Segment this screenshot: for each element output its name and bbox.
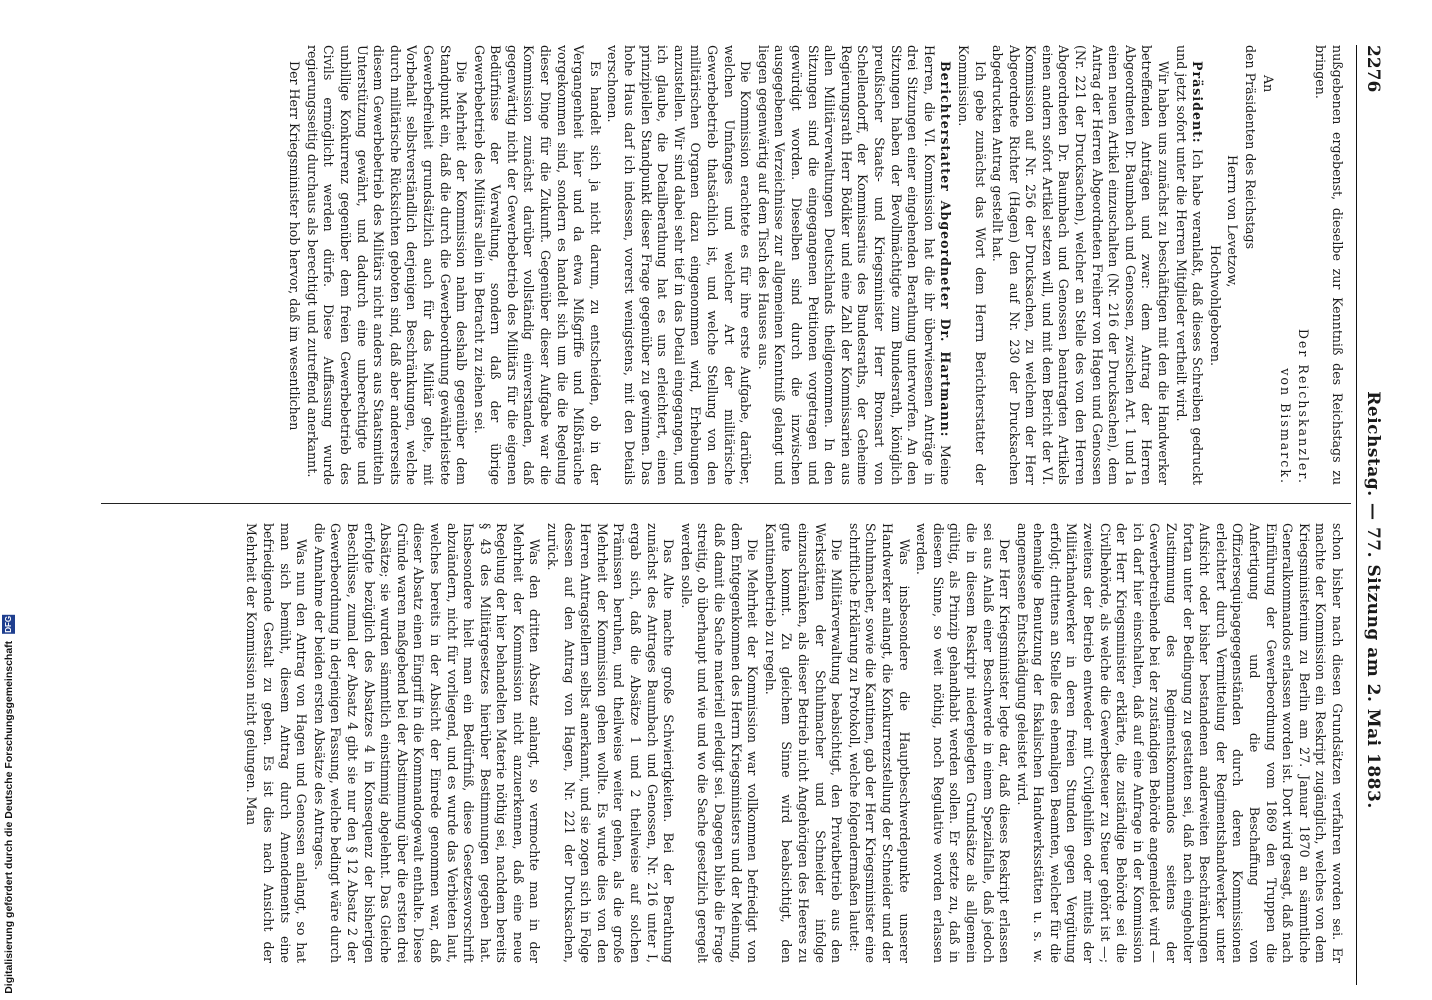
quoted-paragraph: Die Militärverwaltung beabsichtigt, den Privatbetrieb aus den Werkstätten der Schuhmacher und Schneider infolge einzuschränken, als dieser Betrieb nicht Angehörigen des Heeres zu gute kommt. Zu gleichem Sinne wird beabsichtigt, den Kantinenbetrieb zu regeln. (762, 523, 845, 963)
paragraph: Was den dritten Absatz anlangt, so vermochte man in der Mehrheit der Kommission nicht anzuerkennen, daß eine neue Regelung der hier behandelten Materie nöthig sei, nachdem bereits § 43 des Militärgesetzes hierüber Bestimmungen gegeben hat. Insbesondere hielt man ein Bedürfniß, diese Gesetzesvorschrift abzuändern, nicht für vorliegend, und es wurde das Verbieten laut, welches bereits in der Absicht der Einrede genommen war, daß dieser Absatz einen Eingriff in die Kommandogewalt enthalte. Diese Gründe waren maßgebend bei der Abstimmung über die ersten drei Absätze; sie wurden sämmtlich einstimmig abgelehnt. Das Gleiche erfolgte bezüglich des Absatzes 4 in Konsequenz der bisherigen Beschlüsse, zumal der Absatz 4 gibt sie nur den § 12 Absatz 2 der Gewerbeordnung in derjenigen Fassung, welche bedingt wäre durch die Annahme der beiden ersten Absätze des Antrages. (311, 523, 543, 963)
digitization-note (2, 615, 15, 994)
paragraph: Wir haben uns zunächst zu beschäftigen mit den die Handwerker betreffenden Anträgen und zwar: dem Antrag der Herren Abgeordneten Dr. Baumbach und Genossen, zwischen Art. 1 und 1a einen neuen Artikel einzuschalten (Nr. 216 der Drucksachen), dem Antrag der Herren Abgeordneten Freiherr von Hagen und Genossen (Nr. 221 der Drucksachen), welcher an Stelle des von den Herren Abgeordneten Dr. Baumbach und Genossen beantragten Artikels einen andern sofort Artikel setzen will, und mit dem Bericht der VI. Kommission auf Nr. 256 der Drucksachen, zu welchem der Herr Abgeordnete Richter (Hagen) den auf Nr. 230 der Drucksachen abgedruckten Antrag gestellt hat. (990, 45, 1172, 485)
dfg-logo: DFG (4, 616, 13, 634)
paragraph: Der Herr Kriegsminister hob hervor, daß im wesentlichen (287, 61, 303, 431)
speaker-label: Berichterstatter Abgeordneter Dr. Hartmann: (938, 61, 954, 438)
addressee-line: Herrn von Levetzow, (1225, 155, 1241, 288)
rotated-page-content (95, 45, 1385, 985)
page-header (1356, 45, 1385, 985)
speech-text: Ich habe veranlaßt, daß dieses Schreiben gedruckt und jetzt sofort unter die Herren Mitglieder vertheilt wird. (1173, 45, 1206, 485)
left-column (105, 45, 1345, 485)
paragraph: Es handelt sich ja nicht darum, zu entscheiden, ob in der Vergangenheit hier und da etwa Mißgriffe und Mißbräuche vorgekommen sind, sondern es handelt sich um die die Regelung dieser Dinge für die Zukunft. Gegenüber dieser Aufgabe war die Kommission zunächst darüber vollständig einverstanden, daß gegenwärtig nicht der Gewerbebetrieb des Militärs für die eigenen Bedürfnisse der Verwaltung, sondern daß der übrige Gewerbebetrieb des Militärs allein in Betracht zu ziehen sei. (471, 45, 603, 485)
paragraph: Was insbesondere die Hauptbeschwerdepunkte unserer Handwerker anlangt, die Konkurrenzstellung der Schneider und der Schuhmacher, sowie die Kantinen, gab der Herr Kriegsminister eine schriftliche Erklärung zu Protokoll, welche folgendermaßen lautet: (846, 523, 912, 963)
paragraph: Die Mehrheit der Kommission war vollkommen befriedigt von dem Entgegenkommen des Herrn Kriegsministers und der Meinung, daß damit die Sache materiell erledigt sei. Dagegen blieb die Frage streitig, ob überhaupt und wie und wo die Sache gesetzlich geregelt werden solle. (678, 523, 761, 963)
paragraph: Die Kommission erachtete es für ihre erste Aufgabe, darüber, welchen Umfanges und welcher Art der militärische Gewerbebetrieb thatsächlich ist, und welche Stellung von den militärischen Organen dazu eingenommen wird, Erhebungen anzustellen. Wir sind dabei sehr tief in das Detail eingegangen, und ich glaube, die Detailberathung hat es uns erleichtert, einen prinzipiellen Standpunkt dieser Frage gegenüber zu gewinnen. Das hohe Haus darf ich indessen, vorerst wenigstens, mit den Details verschonen. (605, 45, 754, 485)
speech-text: Meine Herren, die VI. Kommission hat die ihr überwiesenen Anträge in drei Sitzungen einer eingehenden Berathung unterworfen. An den Sitzungen haben der Bevollmächtigte zum Bundesrath, königlich preußischer Staats- und Kriegsminister Herr Bronsart von Schellendorff, der Kommissarius des Bundesraths, der Geheime Regierungsrath Herr Bödiker und eine Zahl der Kommissarien aus allen Militärverwaltungen Deutschlands theilgenommen. In den Sitzungen sind die eingegangenen Petitionen vorgetragen und gewürdigt worden. Dieselben sind durch die inzwischen ausgegebenen Verzeichnisse zur allgemeinen Kenntniß gelangt und liegen gegenwärtig auf dem Tisch des Hauses aus. (755, 45, 954, 485)
column-divider (101, 503, 1351, 504)
paragraph: schon bisher nach diesen Grundsätzen verfahren worden sei. Er machte der Kommission ein Reskript zugänglich, welches von dem Kriegsministerium zu Berlin am 27. Januar 1870 an sämmtliche Generalkommandos erlassen worden ist. Dort wird gesagt, daß nach Einführung der Gewerbeordnung vom 1869 den Truppen die Anfertigung und die Beschaffung von Offiziersequipagegegenständen durch deren Kommissionen erleichtert durch Vermittelung der Regimentshandwerker unter Aufsicht oder bisher bestandenen anderweiten Beschränkungen fortan unter der Bedingung zu gestatten sei, daß nach eingeholter Zustimmung des Regimentskommandos seitens der Gewerbetreibende bei der zuständigen Behörde angemeldet wird — ich darf hier einschalten, daß auf eine Anfrage in der Kommission der Herr Kriegsminister erklärte, die zuständige Behörde sei die Civilbehörde, als welche die Gewerbesteuer zu Steuer gehört ist —; zweitens der Betrieb entweder mit Civilgehilfen oder mittels der Militärhandwerker in deren freien Stunden gegen Vergütung erfolgt; drittens an Stelle des ehemaligen Beamten, welcher für die ehemalige Benutzung der fiskalischen Handwerksstätten u. s. w. angemessene Entschädigung geleistet wird. (1014, 523, 1345, 963)
paragraph (1172, 45, 1205, 485)
digitization-text: Digitalisierung gefördert durch die Deutsche Forschungsgemeinschaft (3, 641, 15, 994)
right-column (105, 523, 1345, 963)
page-number: 2276 (1363, 45, 1383, 93)
paragraph: nußgebenen ergebenst, dieselbe zur Kenntniß des Reichstags zu bringen. (1313, 45, 1345, 485)
paragraph (754, 45, 953, 485)
addressee-line: den Präsidenten des Reichstags (1243, 45, 1259, 250)
running-title: Reichstag. — 77. Sitzung am 2. Mai 1883. (1363, 391, 1383, 809)
speaker-label: Präsident: (1190, 61, 1206, 144)
paragraph: Die Mehrheit der Kommission nahm deshalb gegenüber dem Standpunkt ein, daß die durch die Gewerbeordnung gewährleistete Gewerbefreiheit grundsätzlich auch für das Militär gelte, mit Vorbehalt selbstverständlich derjenigen Beschränkungen, welche durch militärische Rücksichten geboten sind, daß aber andererseits diesem Gewerbebetrieb des Militärs nicht anders aus Staatsmitteln Unterstützung gewährt, und dadurch eine unberechtigte und unbillige Konkurrenz gegenüber dem freien Gewerbebetrieb des Civils ermöglicht werden dürfe. Diese Auffassung wurde regierungsseitig durchaus als berechtigt und zutreffend anerkannt. (304, 45, 470, 485)
paragraph: Das Alte machte große Schwierigkeiten. Bei der Berathung zunächst des Antrages Baumbach und Genossen, Nr. 216 unter I, ergab sich, daß die Absätze 1 und 2 theilweise auf solchen Prämissen beruhen, und theilweise weiter gehen, als die große Mehrheit der Kommission gehen wollte. Es wurde dies von den Herren Antragstellern selbst anerkannt, und sie zogen sich in Folge dessen auf den Antrag von Hagen, Nr. 221 der Drucksachen, zurück. (545, 523, 677, 963)
signoff-name: von Bismarck. (1278, 368, 1294, 485)
paragraph: Was nun den Antrag von Hagen und Genossen anlangt, so hat man sich bemüht, diesem Antrag durch Amendements eine befriedigende Gestalt zu geben. Es ist dies nach Ansicht der Mehrheit der Kommission nicht gelungen. Man (244, 523, 310, 963)
signoff-role: Der Reichskanzler. (1295, 328, 1311, 485)
addressee-line: An (1260, 75, 1276, 93)
paragraph: Der Herr Kriegsminister legte dar, daß dieses Reskript erlassen sei aus Anlaß einer Beschwerde in einem Spezialfalle, daß jedoch die in diesem Reskript niedergelegten Grundsätze als allgemein gültig, als Prinzip gehandhabt werden sollen. Er setzte zu, daß in diesem Sinne, so weit nöthig, noch Regulative worden erlassen werden. (914, 523, 1013, 963)
addressee-line: Hochwohlgeboren. (1207, 245, 1223, 366)
paragraph: Ich gebe zunächst das Wort dem Herrn Berichterstatter der Kommission. (955, 45, 988, 485)
